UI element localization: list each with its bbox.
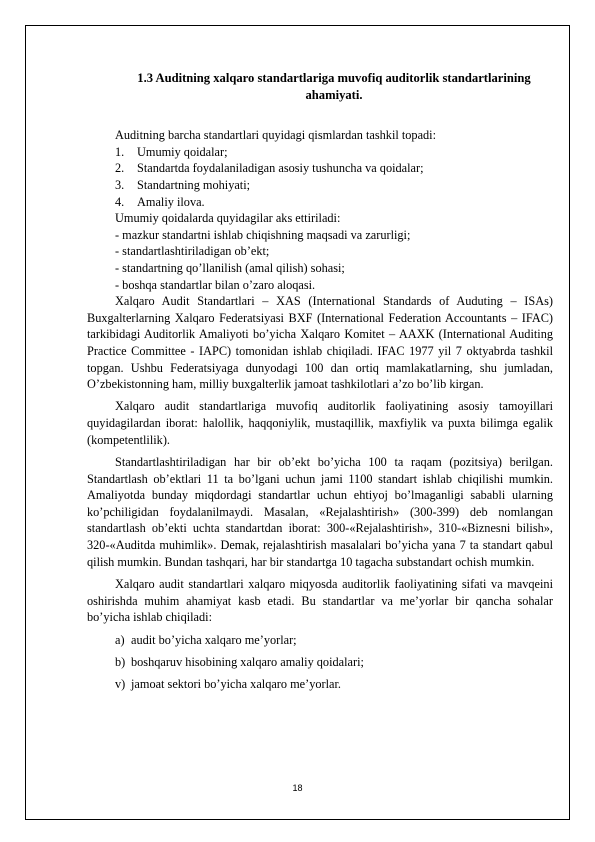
general-item: - boshqa standartlar bilan o’zaro aloqasi. (115, 277, 316, 292)
list-number: 3. (115, 177, 125, 192)
general-item: - standartning qo’llanilish (amal qilish) sohasi; (115, 260, 345, 275)
general-item: - mazkur standartni ishlab chiqishning maqsadi va zarurligi; (115, 227, 411, 242)
list-item (115, 144, 553, 161)
section-title: 1.3 Auditning xalqaro standartlariga muvofiq auditorlik standartlarining ahamiyati. (137, 71, 531, 102)
list-item (115, 194, 553, 211)
paragraph-significance: Xalqaro audit standartlari xalqaro miqyosda auditorlik faoliyatining sifati va mavqeini oshirishda muhim ahamiyat kasb etadi. Bu standartlar va me’yorlar bir qancha sohalar bo’yicha ishlab chiqiladi: (87, 577, 553, 625)
paragraph-objects: Standartlashtiriladigan har bir ob’ekt bo’yicha 100 ta raqam (pozitsiya) berilgan. Standartlash ob’ektlari 11 ta bo’lgani uchun jami 1100 standart ishlab chiqilishi mumkin. Amaliyotda bunday miqdordagi standartlar uchun ehtiyoj bo’lmaganligi sababli ularning ko’pchiligidan foydalanilmaydi. Masalan, «Rejalashtirish» (300-399) deb nomlangan standartlash ob’ekti uchta standartdan iborat: 300-«Rejalashtirish», 310-«Biznesni bilish», 320-«Auditda muhimlik». Demak, rejalashtirish masalalari bo’yicha yana 7 ta standart qabul qilish mumkin. Bundan tashqari, har bir standartga 10 tagacha substandart ochish mumkin. (87, 455, 553, 569)
list-text: Standartda foydalaniladigan asosiy tushuncha va qoidalar; (137, 161, 424, 176)
document-body (87, 70, 553, 693)
list-item (115, 177, 553, 194)
area-label: v) (115, 677, 126, 692)
area-text: jamoat sektori bo’yicha xalqaro me’yorlar. (131, 677, 341, 692)
paragraph-principles: Xalqaro audit standartlariga muvofiq auditorlik faoliyatining asosiy tamoyillari quyidagilardan iborat: halollik, haqqoniylik, mustaqillik, maxfiylik va puxta bilimga egalik (kompetentlilik). (87, 399, 553, 447)
list-text: Amaliy ilova. (137, 194, 205, 209)
page-number: 18 (292, 783, 303, 793)
list-number: 4. (115, 194, 125, 209)
list-text: Standartning mohiyati; (137, 177, 251, 192)
parts-list (115, 144, 553, 210)
list-number: 2. (115, 161, 125, 176)
area-item (115, 654, 553, 671)
area-label: b) (115, 654, 126, 669)
list-text: Umumiy qoidalar; (137, 144, 228, 159)
general-intro: Umumiy qoidalarda quyidagilar aks ettiriladi: (115, 211, 341, 226)
area-label: a) (115, 632, 125, 647)
intro-text: Auditning barcha standartlari quyidagi qismlardan tashkil topadi: (115, 128, 437, 143)
area-text: audit bo’yicha xalqaro me’yorlar; (131, 632, 297, 647)
area-text: boshqaruv hisobining xalqaro amaliy qoidalari; (131, 654, 364, 669)
general-item: - standartlashtiriladigan ob’ekt; (115, 244, 270, 259)
area-item (115, 676, 553, 693)
paragraph-xas: Xalqaro Audit Standartlari – XAS (International Standards of Auduting – ISAs) Buxgalterlarning Xalqaro Federatsiyasi BXF (International Federation Accountants – IFAC) tarkibidagi Auditorlik Amaliyoti bo’yicha Xalqaro Komitet – AAXK (International Auditing Practice Committee - IAPC) tomonidan ishlab chiqiladi. IFAC 1977 yil 7 oktyabrda tashkil topgan. Ushbu Federatsiyaga dunyodagi 100 dan ortiq mamlakatlarning, shu jumladan, O’zbekistonning ham, milliy buxgalterlik jamoat tashkilotlari a’zo bo’lib kirgan. (87, 294, 553, 392)
area-item (115, 632, 553, 649)
list-number: 1. (115, 144, 125, 159)
list-item (115, 160, 553, 177)
